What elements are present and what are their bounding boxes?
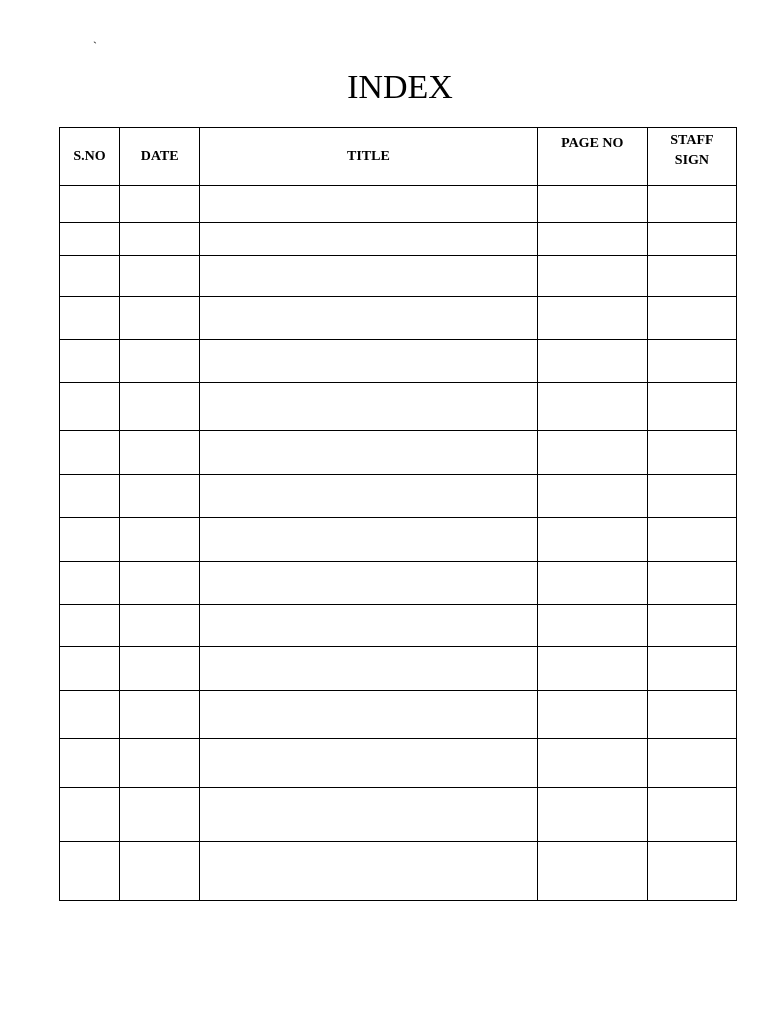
- cell-sno[interactable]: [60, 562, 120, 605]
- header-staff-sign: [647, 128, 736, 186]
- table-row: [60, 691, 737, 739]
- table-row: [60, 647, 737, 691]
- cell-staff-sign[interactable]: [647, 605, 736, 647]
- cell-page-no[interactable]: [537, 647, 647, 691]
- cell-date[interactable]: [120, 297, 200, 340]
- cell-sno[interactable]: [60, 383, 120, 431]
- cell-staff-sign[interactable]: [647, 297, 736, 340]
- cell-page-no[interactable]: [537, 256, 647, 297]
- cell-page-no[interactable]: [537, 562, 647, 605]
- cell-sno[interactable]: [60, 186, 120, 223]
- cell-title[interactable]: [200, 691, 537, 739]
- cell-title[interactable]: [200, 186, 537, 223]
- cell-page-no[interactable]: [537, 431, 647, 475]
- cell-title[interactable]: [200, 562, 537, 605]
- cell-sno[interactable]: [60, 431, 120, 475]
- cell-date[interactable]: [120, 562, 200, 605]
- page-title: INDEX: [347, 69, 453, 106]
- table-row: [60, 340, 737, 383]
- header-date: [120, 128, 200, 186]
- cell-sno[interactable]: [60, 223, 120, 256]
- header-title-label: TITLE: [347, 148, 390, 164]
- cell-page-no[interactable]: [537, 340, 647, 383]
- header-page-no: [537, 128, 647, 186]
- cell-sno[interactable]: [60, 788, 120, 842]
- cell-sno[interactable]: [60, 475, 120, 518]
- cell-title[interactable]: [200, 297, 537, 340]
- cell-date[interactable]: [120, 605, 200, 647]
- cell-sno[interactable]: [60, 691, 120, 739]
- table-row: [60, 256, 737, 297]
- cell-page-no[interactable]: [537, 739, 647, 788]
- cell-staff-sign[interactable]: [647, 518, 736, 562]
- table-row: [60, 475, 737, 518]
- header-title: [200, 128, 537, 186]
- table-row: [60, 739, 737, 788]
- table-row: [60, 842, 737, 901]
- cell-date[interactable]: [120, 518, 200, 562]
- cell-date[interactable]: [120, 340, 200, 383]
- index-table: [59, 127, 737, 901]
- cell-date[interactable]: [120, 256, 200, 297]
- cell-page-no[interactable]: [537, 788, 647, 842]
- table-row: [60, 223, 737, 256]
- table-body: [60, 186, 737, 901]
- cell-title[interactable]: [200, 788, 537, 842]
- cell-page-no[interactable]: [537, 842, 647, 901]
- cell-staff-sign[interactable]: [647, 562, 736, 605]
- cell-staff-sign[interactable]: [647, 223, 736, 256]
- cell-date[interactable]: [120, 739, 200, 788]
- cell-staff-sign[interactable]: [647, 475, 736, 518]
- header-date-label: DATE: [140, 148, 179, 164]
- table-row: [60, 562, 737, 605]
- table-row: [60, 297, 737, 340]
- cell-title[interactable]: [200, 431, 537, 475]
- cell-page-no[interactable]: [537, 605, 647, 647]
- cell-title[interactable]: [200, 842, 537, 901]
- table-row: [60, 186, 737, 223]
- cell-date[interactable]: [120, 647, 200, 691]
- header-staff-sign-label: STAFF SIGN: [670, 132, 714, 168]
- cell-date[interactable]: [120, 475, 200, 518]
- cell-sno[interactable]: [60, 340, 120, 383]
- cell-sno[interactable]: [60, 605, 120, 647]
- cell-date[interactable]: [120, 691, 200, 739]
- table-row: [60, 788, 737, 842]
- cell-page-no[interactable]: [537, 297, 647, 340]
- cell-sno[interactable]: [60, 842, 120, 901]
- cell-sno[interactable]: [60, 297, 120, 340]
- cell-sno[interactable]: [60, 647, 120, 691]
- cell-staff-sign[interactable]: [647, 186, 736, 223]
- cell-title[interactable]: [200, 605, 537, 647]
- cell-staff-sign[interactable]: [647, 340, 736, 383]
- cell-sno[interactable]: [60, 739, 120, 788]
- table-row: [60, 383, 737, 431]
- cell-staff-sign[interactable]: [647, 788, 736, 842]
- table-row: [60, 431, 737, 475]
- cell-staff-sign[interactable]: [647, 842, 736, 901]
- cell-date[interactable]: [120, 842, 200, 901]
- cell-sno[interactable]: [60, 518, 120, 562]
- cell-title[interactable]: [200, 256, 537, 297]
- cell-staff-sign[interactable]: [647, 383, 736, 431]
- cell-date[interactable]: [120, 223, 200, 256]
- table-row: [60, 518, 737, 562]
- cell-date[interactable]: [120, 186, 200, 223]
- cell-page-no[interactable]: [537, 518, 647, 562]
- cell-date[interactable]: [120, 788, 200, 842]
- cell-title[interactable]: [200, 518, 537, 562]
- cell-staff-sign[interactable]: [647, 739, 736, 788]
- cell-title[interactable]: [200, 475, 537, 518]
- cell-staff-sign[interactable]: [647, 256, 736, 297]
- cell-page-no[interactable]: [537, 186, 647, 223]
- cell-staff-sign[interactable]: [647, 431, 736, 475]
- cell-title[interactable]: [200, 739, 537, 788]
- cell-page-no[interactable]: [537, 383, 647, 431]
- cell-staff-sign[interactable]: [647, 691, 736, 739]
- cell-date[interactable]: [120, 383, 200, 431]
- cell-page-no[interactable]: [537, 691, 647, 739]
- table-row: [60, 605, 737, 647]
- cell-title[interactable]: [200, 223, 537, 256]
- cell-title[interactable]: [200, 383, 537, 431]
- cell-staff-sign[interactable]: [647, 647, 736, 691]
- header-page-no-label: PAGE NO: [561, 135, 624, 151]
- stray-mark: `: [93, 39, 97, 53]
- cell-title[interactable]: [200, 647, 537, 691]
- table-header-row: [60, 128, 737, 186]
- cell-page-no[interactable]: [537, 223, 647, 256]
- header-sno: [60, 128, 120, 186]
- cell-title[interactable]: [200, 340, 537, 383]
- cell-sno[interactable]: [60, 256, 120, 297]
- header-sno-label: S.NO: [73, 148, 106, 164]
- cell-page-no[interactable]: [537, 475, 647, 518]
- cell-date[interactable]: [120, 431, 200, 475]
